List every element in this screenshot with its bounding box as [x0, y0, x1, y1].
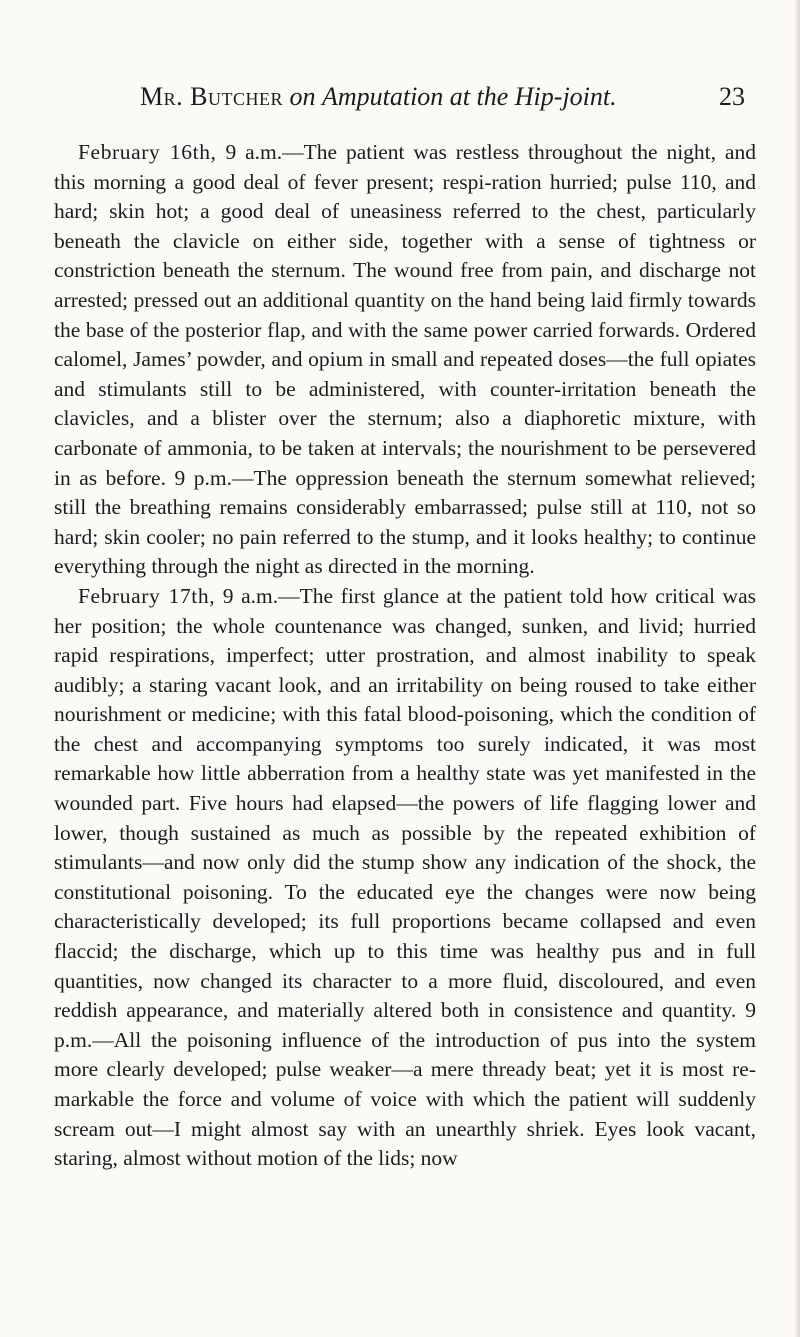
entry-date: February 17th, — [78, 583, 216, 608]
body-text — [54, 138, 756, 1174]
paragraph-feb-17 — [54, 582, 756, 1174]
running-title — [140, 80, 617, 114]
page-edge-shadow — [794, 0, 800, 1337]
page-number: 23 — [719, 82, 745, 111]
entry-date: February 16th, — [78, 140, 217, 164]
running-head — [140, 80, 745, 114]
entry-text: 9 a.m.—The patient was restless throughout the night, and this morning a good deal of fever present; respi-ration hurried; pulse 110, and hard; skin hot; a good deal of uneasiness referred to the chest, particularly beneath the clavicle on either side, together with a sense of tightness or constriction beneath the sternum. The wound free from pain, and discharge not arrested; pressed out an additional quantity on the hand being laid firmly towards the base of the posterior flap, and with the same power carried forwards. Ordered calomel, James’ powder, and opium in small and repeated doses—the full opiates and stimulants still to be administered, with counter-irritation beneath the clavicles, and a blister over the sternum; also a diaphoretic mixture, with carbonate of ammonia, to be taken at intervals; the nourishment to be persevered in as before. 9 p.m.—The oppression beneath the sternum somewhat relieved; still the breathing remains considerably embarrassed; pulse still at 110, not so hard; skin cooler; no pain referred to the stump, and it looks healthy; to continue everything through the night as directed in the morning. — [54, 140, 756, 579]
article-title: Amputation at the Hip-joint. — [321, 82, 617, 111]
author-name: Mr. Butcher — [140, 82, 283, 111]
title-connector: on — [289, 82, 316, 111]
entry-text: 9 a.m.—The first glance at the patient told how critical was her position; the whole countenance was changed, sunken, and livid; hurried rapid respirations, imperfect; utter prostration, and almost inability to speak audibly; a staring vacant look, and an irritability on being roused to take either nourishment or medicine; with this fatal blood-poisoning, which the condition of the chest and accompanying symptoms too surely indicated, it was most remarkable how little abberration from a healthy state was yet manifested in the wounded part. Five hours had elapsed—the powers of life flagging lower and lower, though sustained as much as possible by the repeated exhibition of stimulants—and now only did the stump show any indication of the shock, the constitutional poisoning. To the educated eye the changes were now being characteristically developed; its full proportions became collapsed and even flaccid; the discharge, which up to this time was healthy pus and in full quantities, now changed its character to a more fluid, discoloured, and even reddish appearance, and materially altered both in consistence and quantity. 9 p.m.—All the poisoning influence of the introduction of pus into the system more clearly developed; pulse weaker—a mere thready beat; yet it is most re-markable the force and volume of voice with which the patient will suddenly scream out—I might almost say with an unearthly shriek. Eyes look vacant, staring, almost without motion of the lids; now — [54, 583, 756, 1171]
paragraph-feb-16 — [54, 138, 756, 582]
